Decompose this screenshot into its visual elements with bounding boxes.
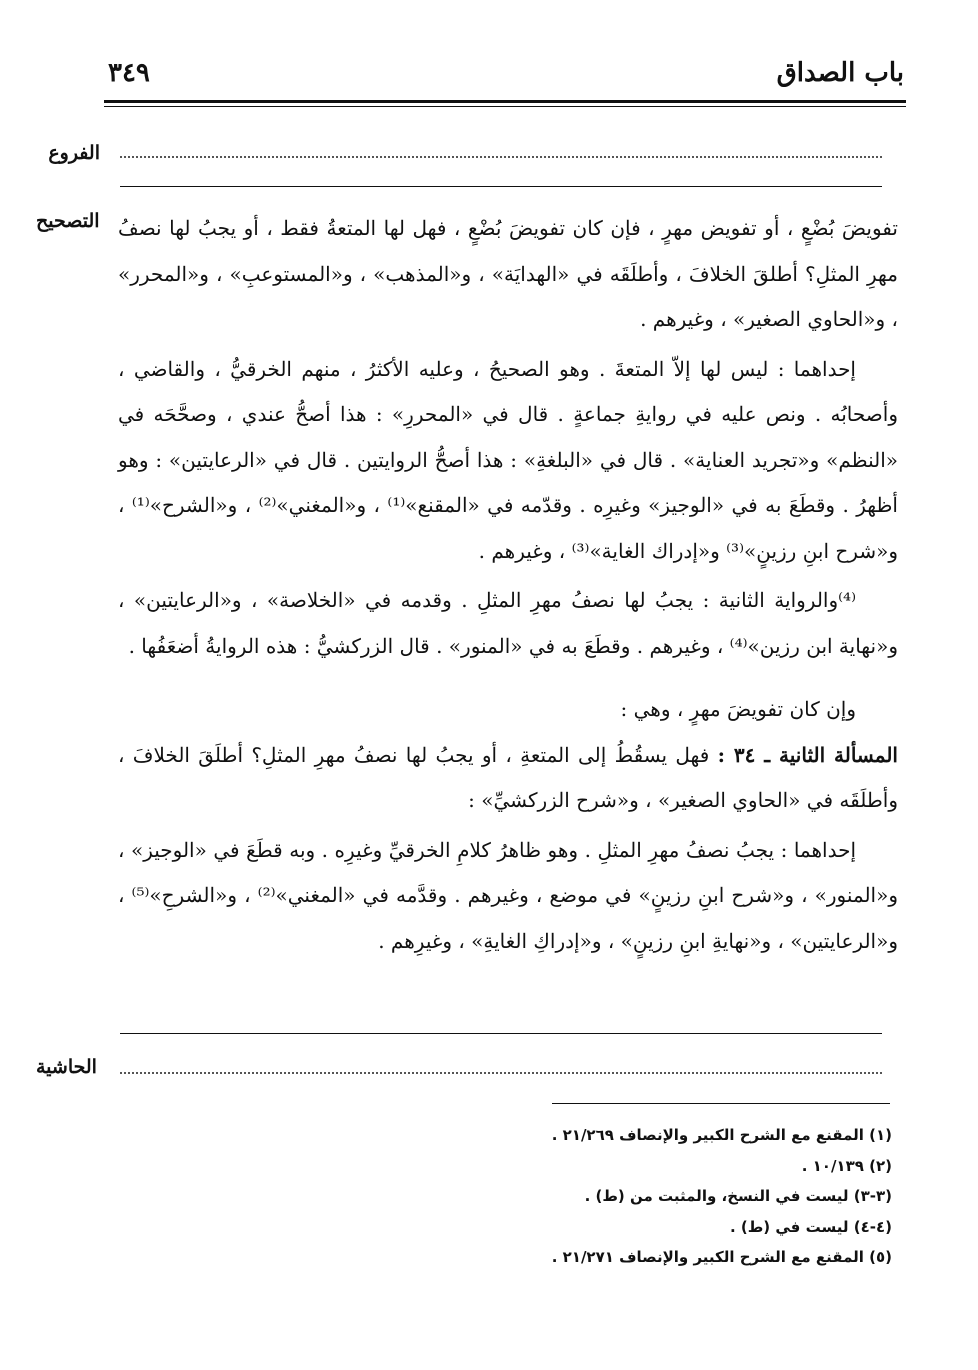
header-rule [104,100,906,103]
hashiya-dotted-line [120,1072,882,1074]
furu-label: الفروع [48,142,100,164]
footnote-2: (٢) ١٠/١٣٩ . [801,1156,892,1175]
footnote-4: (٤-٤) ليست في (ط) . [729,1217,892,1236]
tashih-body [118,206,898,964]
page-header-title: باب الصداق [776,58,904,88]
furu-section-rule [120,186,882,187]
hashiya-label: الحاشية [36,1056,97,1078]
paragraph-second-narration: ⁽⁴⁾والرواية الثانية : يجبُ لها نصفُ مهرِ المثلِ . وقدمه في «الخلاصة» ، و«الرعايتين» ، و«نهاية ابن رزين»⁽⁴⁾ ، وغيرهم . وقطَعَ به في «المنور» . قال الزركشيُّ : هذه الروايةُ أضعَفُها . [118,588,898,658]
paragraph-masala-first-narration: إحداهما : يجبُ نصفُ مهرِ المثلِ . وهو ظاهرُ كلامِ الخرقيِّ وغيرِه . وبه قطَعَ في «الوجيز» ، و«المنور» ، و«شرح ابنِ رزينٍ» في موضع ، وغيرهم . وقدَّمه في «المغني»⁽²⁾ ، و«الشرحِ»⁽⁵⁾ ، و«الرعايتين» ، و«نهايةِ ابنِ رزينٍ» ، و«إدراكِ الغايةِ» ، وغيرِهم . [118,837,899,953]
paragraph-mahr-case: وإن كان تفويضَ مهرٍ ، وهي : [620,697,856,721]
paragraph-first-narration: إحداهما : ليس لها إلاّ المتعةَ . وهو الصحيحُ ، وعليه الأكثرُ ، منهم الخرقيُّ ، والقاضي ، وأصحابُه . ونص عليه في روايةِ جماعةٍ . قال في «المحررِ» : هذا أصحُّ عندي ، وصحَّحَه في «النظم» و«تجريد العناية» . قال في «البلغةِ» : هذا أصحُّ الروايتين . قال في «الرعايتين» : وهو أظهرُ . وقطَعَ به في «الوجيز» وغيرِه . وقدّمه في «المقنع»⁽¹⁾ ، و«المغني»⁽²⁾ ، و«الشرح»⁽¹⁾ ، و«شرح ابنِ رزينٍ»⁽³⁾ و«إدراك الغاية»⁽³⁾ ، وغيرهم . [118,356,898,563]
masala-heading: المسألة الثانية ـ ٣٤ : [717,742,898,767]
footnote-1: (١) المقنع مع الشرح الكبير والإنصاف ٢١/٢٦٩ . [551,1126,892,1144]
masala-text: فهل يسقُطُ إلى المتعةِ ، أو يجبُ لها نصفُ مهرِ المثلِ؟ أطلَقَ الخلافَ ، وأطلَقَه في «الحاوي الصغير» ، و«شرح الزركشيِّ» : [118,742,898,812]
tashih-label: التصحيح [36,210,100,232]
page-number: ٣٤٩ [108,58,150,88]
header-rule-thin [104,106,906,107]
footnote-5: (٥) المقنع مع الشرح الكبير والإنصاف ٢١/٢٧١ . [551,1248,892,1266]
paragraph-masala [118,733,898,824]
tashih-section-rule [120,1033,882,1034]
footnote-rule [552,1103,890,1104]
footnotes [292,1120,892,1273]
paragraph-intro: تفويضَ بُضْعٍ ، أو تفويض مهرٍ ، فإن كان تفويضَ بُضْعٍ ، فهل لها المتعةُ فقط ، أو يجبُ لها نصفُ مهرِ المثلِ؟ أطلقَ الخلافَ ، وأطلَقَه في «الهدايَة» ، و«المذهب» ، و«المستوعبِ» ، و«المحرر» ، و«الحاوي الصغير» ، وغيرهم . [118,216,898,331]
furu-dotted-line [120,156,882,158]
footnote-3: (٣-٣) ليست في النسخ، والمثبت من (ط) . [584,1187,892,1205]
